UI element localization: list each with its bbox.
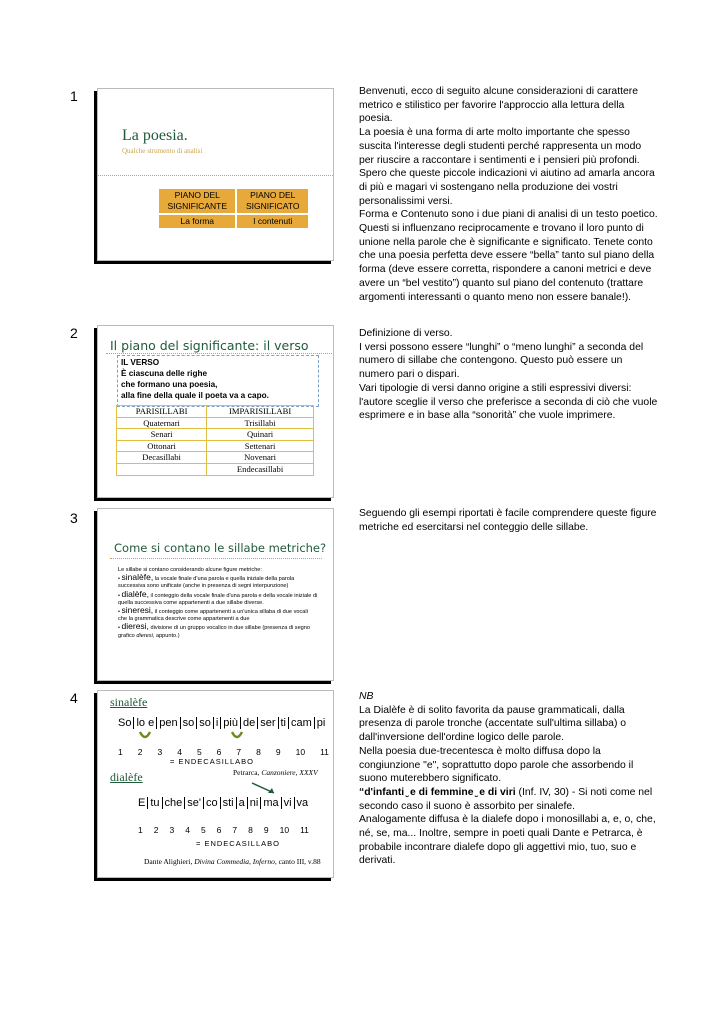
notes-paragraph	[359, 786, 659, 813]
slide-2	[97, 325, 334, 498]
table-cell: Ottonari	[117, 440, 207, 452]
notes-paragraph: La Dialèfe è di solito favorita da pause grammaticali, dalla presenza di parole tronche (accentate sull'ultima sillaba) o dall'inversione dell'ordine logico delle parole.	[359, 704, 627, 744]
figure-term: dialèfe,	[121, 588, 149, 599]
figure-item: • dieresi, divisione di un gruppo vocalico in due sillabe (presenza di segno grafico dieresi, appunto.)	[118, 621, 311, 639]
syllable-count: 6	[216, 825, 222, 835]
citation-petrarca	[233, 768, 318, 777]
verse-2	[136, 797, 310, 809]
syllable: cam	[289, 717, 315, 729]
figure-text: il conteggio come appartenenti a un'unica sillaba di due vocali che la grammatica descrive come appartenenti a due	[118, 609, 308, 623]
notes-4	[359, 690, 659, 868]
box-line: È ciascuna delle righe	[121, 369, 208, 378]
figure-term: sinalèfe,	[121, 572, 154, 583]
notes-paragraph: Benvenuti, ecco di seguito alcune considerazioni di carattere metrico e stilistico per favorire l'approccio alla lettura della poesia.	[359, 86, 638, 125]
syllable: pen	[157, 717, 180, 729]
slide-number-1: 1	[70, 88, 78, 104]
syllable-table	[116, 405, 314, 476]
slide-number-4: 4	[70, 690, 78, 706]
figures-list	[118, 567, 318, 640]
table-cell: Decasillabi	[117, 452, 207, 464]
notes-paragraph: La poesia è una forma di arte molto importante che spesso suscita l'interesse degli studenti perché rappresenta un modo per riuscire a raccontare i sentimenti e i pensieri più profondi. Spero che queste piccole indicazioni vi aiutino ad amarla ancora di più e magari vi sostengano nella produzione dei vostri personalissimi versi.	[359, 127, 655, 207]
table-cell	[117, 463, 207, 475]
figure-text: la vocale finale d'una parola e quella iniziale della parola successiva sono unificate (anche in presenza di segni interpunzione)	[118, 576, 295, 590]
syllable: ma	[261, 797, 281, 809]
syllable-count: 9	[263, 825, 269, 835]
syllable: pi	[316, 717, 326, 729]
syllable: So	[116, 717, 134, 729]
syllable-count: 11	[300, 825, 309, 835]
syllable-count: 2	[137, 747, 143, 757]
cite-tail: canto III, v.88	[278, 857, 321, 866]
count-row-2	[138, 825, 320, 835]
dialefe-label: dialèfe	[110, 770, 143, 784]
table-cell: I contenuti	[237, 215, 308, 228]
table-cell: Settenari	[207, 440, 314, 452]
equals-endecasillabo: = ENDECASILLABO	[196, 839, 280, 848]
notes-paragraph: Forma e Contenuto sono i due piani di analisi di un testo poetico. Questi si influenzano reciprocamente e trovano il loro punto di unione nella parole che è significante e significato. Tenete conto che una poesia perfetta deve essere “bella” tanto sul piano della forma (deve essere corretta, rispondere a canoni metrici e deve avere un “bel vestito”) quanto sul piano del contenuto (trattare argomenti interessanti o quanto meno non essere banale!).	[359, 209, 658, 303]
syllable: ti	[279, 717, 290, 729]
sinalefe-label: sinalèfe	[110, 695, 148, 709]
cite-author: Petrarca,	[233, 768, 260, 777]
table-header: PARISILLABI	[117, 406, 207, 418]
syllable-count: 10	[279, 825, 290, 835]
table-cell: Quaternari	[117, 417, 207, 429]
sinalefe-marks	[136, 729, 246, 743]
slide-number-2: 2	[70, 325, 78, 341]
cite-author: Dante Alighieri,	[144, 857, 193, 866]
syllable-count: 1	[118, 747, 123, 757]
table-header: IMPARISILLABI	[207, 406, 314, 418]
syllable: ser	[258, 717, 278, 729]
notes-2	[359, 327, 659, 423]
syllable: che	[163, 797, 186, 809]
syllable: tu	[148, 797, 162, 809]
verse-definition-box	[117, 355, 319, 407]
syllable: E	[136, 797, 148, 809]
syllable: i	[214, 717, 221, 729]
notes-paragraph: Vari tipologie di versi danno origine a stili espressivi diversi: l'autore sceglie il verso che preferisce a seconda di ciò che vuole esprimere e in base alla “sonorità” che vuole imprimere.	[359, 382, 658, 422]
figure-tail: , appunto.)	[152, 632, 180, 639]
slide-number-3: 3	[70, 510, 78, 526]
verse-1	[116, 717, 327, 729]
syllable: so	[197, 717, 214, 729]
table-cell: Novenari	[207, 452, 314, 464]
syllable-count: 5	[200, 825, 206, 835]
citation-dante	[144, 857, 321, 866]
notes-3	[359, 507, 659, 534]
table-cell: La forma	[159, 215, 235, 228]
slide-4	[97, 690, 334, 878]
figure-italic: dieresi	[136, 632, 153, 639]
syllable: ni	[248, 797, 262, 809]
syllable-count: 1	[138, 825, 143, 835]
slide-title: La poesia.	[122, 127, 188, 144]
figure-text: il conteggio della vocale finale d'una parola e della vocale iniziale di quella successiva come appartenenti a due sillabe diverse.	[118, 592, 318, 606]
slide-divider	[98, 175, 333, 176]
notes-paragraph: Analogamente diffusa è la dialefe dopo i monosillabi a, e, o, che, né, se, ma... Inoltre, sempre in poeti quali Dante e Petrarca, è probabile incontrare dialefe dopo gli aggettivi mio, tuo, suo e derivati.	[359, 814, 656, 867]
syllable-count: 9	[275, 747, 281, 757]
syllable: de	[241, 717, 258, 729]
slide-title: Come si contano le sillabe metriche?	[114, 541, 327, 555]
slide-title: Il piano del significante: il verso	[110, 338, 309, 353]
syllable-count: 3	[157, 747, 163, 757]
figure-text: divisione di un gruppo vocalico in due sillabe (presenza di segno grafico	[118, 625, 311, 639]
slide-divider	[106, 353, 332, 354]
figure-item: • dialèfe, il conteggio della vocale finale d'una parola e della vocale iniziale di quella successiva come appartenenti a due sillabe diverse.	[118, 588, 318, 606]
slide-subtitle: Qualche strumento di analisi	[122, 147, 203, 155]
syllable-count: 4	[185, 825, 190, 835]
syllable-count: 7	[236, 747, 242, 757]
quote-bold: “d'infanti ̮ e di femmine ̮ e di viri	[359, 786, 516, 798]
table-cell: PIANO DEL SIGNIFICATO	[237, 189, 308, 213]
notes-paragraph: Nella poesia due-trecentesca è molto diffusa dopo la congiunzione "e", soprattutto dopo parole che assorbendo il suono muterebbero significato.	[359, 745, 634, 785]
figure-term: dieresi,	[121, 621, 149, 632]
table-cell: Endecasillabi	[207, 463, 314, 475]
table-cell: Senari	[117, 429, 207, 441]
dialefe-arrow-icon	[250, 781, 280, 797]
syllable-count: 10	[295, 747, 306, 757]
syllable: lo e	[134, 717, 157, 729]
syllable: se'	[185, 797, 204, 809]
syllable: vi	[282, 797, 295, 809]
quote-tail: (Inf. IV, 30) - Si noti come nel secondo caso il suono è assorbito per sinalefe.	[359, 786, 653, 812]
table-cell: PIANO DEL SIGNIFICANTE	[159, 189, 235, 213]
box-line: alla fine della quale il poeta va a capo.	[121, 391, 269, 400]
slide-3	[97, 508, 334, 681]
notes-paragraph: I versi possono essere “lunghi” o “meno lunghi” a seconda del numero di sillabe che contengono. Questo può essere un numero pari o dispari.	[359, 341, 644, 381]
planes-table	[157, 187, 310, 230]
table-cell: Quinari	[207, 429, 314, 441]
syllable-count: 11	[320, 747, 329, 757]
cite-work: Canzoniere, XXXV	[261, 768, 318, 777]
box-line: che formano una poesia,	[121, 380, 218, 389]
syllable: a	[237, 797, 248, 809]
syllable-count: 3	[169, 825, 175, 835]
cite-work: Divina Commedia, Inferno,	[194, 857, 277, 866]
syllable: co	[204, 797, 221, 809]
syllable-count: 7	[232, 825, 238, 835]
syllable-count: 8	[256, 747, 261, 757]
figure-item: • sinalèfe, la vocale finale d'una parola e quella iniziale della parola successiva sono unificate (anche in presenza di segni interpunzione)	[118, 572, 295, 590]
slide-1	[97, 88, 334, 261]
syllable-count: 5	[196, 747, 202, 757]
equals-endecasillabo: = ENDECASILLABO	[170, 757, 254, 766]
sinalefe-arc-icon	[140, 732, 150, 737]
syllable-count: 6	[216, 747, 222, 757]
notes-heading: NB	[359, 691, 374, 702]
syllable-count: 4	[177, 747, 182, 757]
box-line: IL VERSO	[121, 358, 160, 367]
sinalefe-arc-icon	[232, 732, 242, 737]
syllable: so	[181, 717, 198, 729]
syllable: va	[296, 797, 309, 809]
notes-paragraph: Seguendo gli esempi riportati è facile comprendere queste figure metriche ed esercitarsi nel conteggio delle sillabe.	[359, 508, 657, 533]
syllable-count: 8	[248, 825, 253, 835]
figure-item: • sineresi, il conteggio come appartenenti a un'unica sillaba di due vocali che la grammatica descrive come appartenenti a due	[118, 605, 308, 623]
intro-text: Le sillabe si contano considerando alcune figure metriche:	[118, 567, 262, 573]
syllable-count: 2	[153, 825, 159, 835]
count-row-1	[118, 747, 334, 757]
syllable: più	[221, 717, 241, 729]
notes-heading: Definizione di verso.	[359, 328, 453, 339]
notes-1	[359, 85, 659, 304]
syllable: sti	[221, 797, 237, 809]
slide-divider	[110, 558, 322, 559]
table-cell: Trisillabi	[207, 417, 314, 429]
figure-term: sineresi,	[121, 605, 154, 616]
